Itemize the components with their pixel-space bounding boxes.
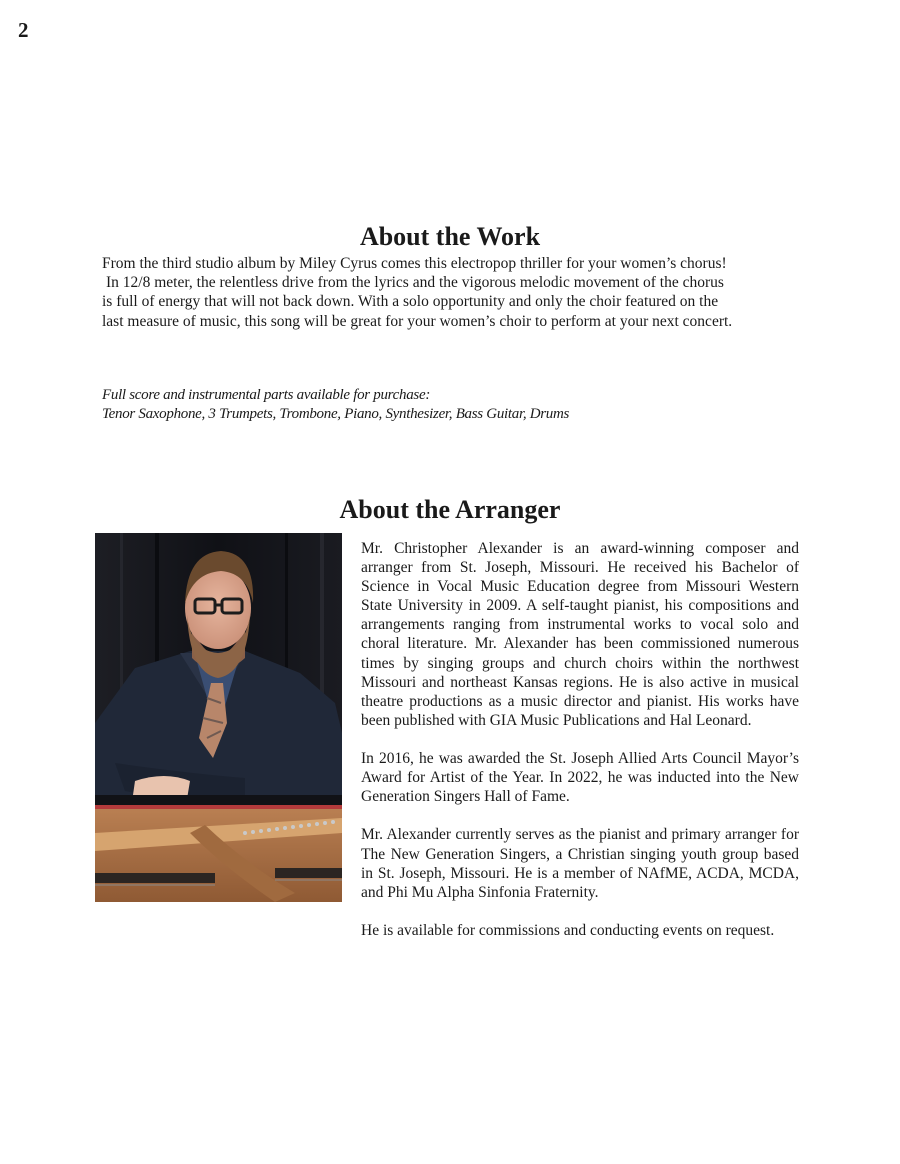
arranger-photo-illustration [95,533,342,902]
about-work-line: In 12/8 meter, the relentless drive from the lyrics and the vigorous melodic movement of the chorus [106,274,724,292]
about-arranger-title: About the Arranger [339,495,561,524]
bio-paragraph: In 2016, he was awarded the St. Joseph Allied Arts Council Mayor’s Award for Artist of the Year. In 2022, he was inducted into the New Generation Singers Hall of Fame. [361,750,799,806]
instrumental-parts-note [102,386,802,424]
about-work-line: From the third studio album by Miley Cyrus comes this electropop thriller for your women’s chorus! [102,255,727,272]
about-work-description [102,254,799,331]
about-work-line: is full of energy that will not back down. With a solo opportunity and only the choir featured on the [102,293,719,311]
bio-paragraph: Mr. Christopher Alexander is an award-winning composer and arranger from St. Joseph, Missouri. He received his Bachelor of Science in Vocal Music Education degree from Missouri Western State University in 2009. A self-taught pianist, his compositions and arrangements ranging from instrumental works to vocal solo and choral literature. Mr. Alexander has been commissioned numerous times by singing groups and church choirs within the northwest Missouri and northeast Kansas regions. He is also active in musical theatre productions as a music director and pianist. His works have been published with GIA Music Publications and Hal Leonard. [361,540,799,729]
about-work-line: last measure of music, this song will be great for your women’s choir to perform at your next concert. [102,312,733,330]
bio-paragraph: He is available for commissions and conducting events on request. [361,921,775,939]
arranger-photo [95,533,342,902]
parts-heading: Full score and instrumental parts available for purchase: [102,387,431,403]
parts-list: Tenor Saxophone, 3 Trumpets, Trombone, Piano, Synthesizer, Bass Guitar, Drums [102,406,570,422]
arranger-biography [361,539,799,959]
page-number: 2 [18,18,29,42]
about-work-title: About the Work [359,222,541,251]
bio-paragraph: Mr. Alexander currently serves as the pianist and primary arranger for The New Generation Singers, a Christian singing youth group based in St. Joseph, Missouri. He is a member of NAfME, ACDA, MCDA, and Phi Mu Alpha Sinfonia Fraternity. [361,826,799,901]
